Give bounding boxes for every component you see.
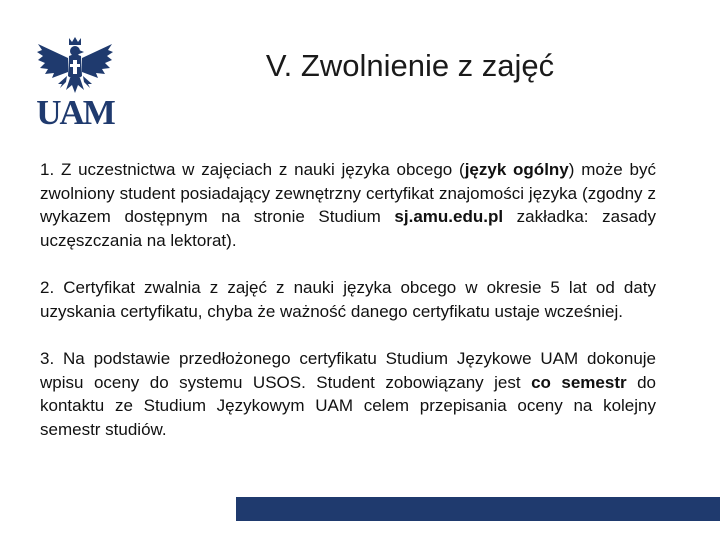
paragraph-1: 1. Z uczestnictwa w zajęciach z nauki języka obcego (język ogólny) może być zwolniony student posiadający zewnętrzny certyfikat znajomości języka (zgodny z wykazem dostępnym na stronie Studium sj.amu.edu.pl zakładka: zasady uczęszczania na lektorat). xyxy=(40,160,656,250)
paragraph-2: 2. Certyfikat zwalnia z zajęć z nauki języka obcego w okresie 5 lat od daty uzyskania certyfikatu, chyba że ważność danego certyfikatu ustaje wcześniej. xyxy=(40,278,656,321)
paragraph-3: 3. Na podstawie przedłożonego certyfikatu Studium Językowe UAM dokonuje wpisu oceny do systemu USOS. Student zobowiązany jest co semestr do kontaktu ze Studium Językowym UAM celem przepisania oceny na kolejny semestr studiów. xyxy=(40,349,656,439)
page-title: V. Zwolnienie z zajęć xyxy=(265,48,555,83)
eagle-icon xyxy=(36,36,114,96)
footer-bar xyxy=(236,497,720,521)
content xyxy=(40,158,656,465)
logo-text: UAM xyxy=(36,93,114,132)
bold-text: co semestr xyxy=(531,372,627,392)
bold-text: sj.amu.edu.pl xyxy=(394,207,504,226)
uam-logo xyxy=(36,36,114,130)
bold-text: język ogólny xyxy=(464,160,569,179)
